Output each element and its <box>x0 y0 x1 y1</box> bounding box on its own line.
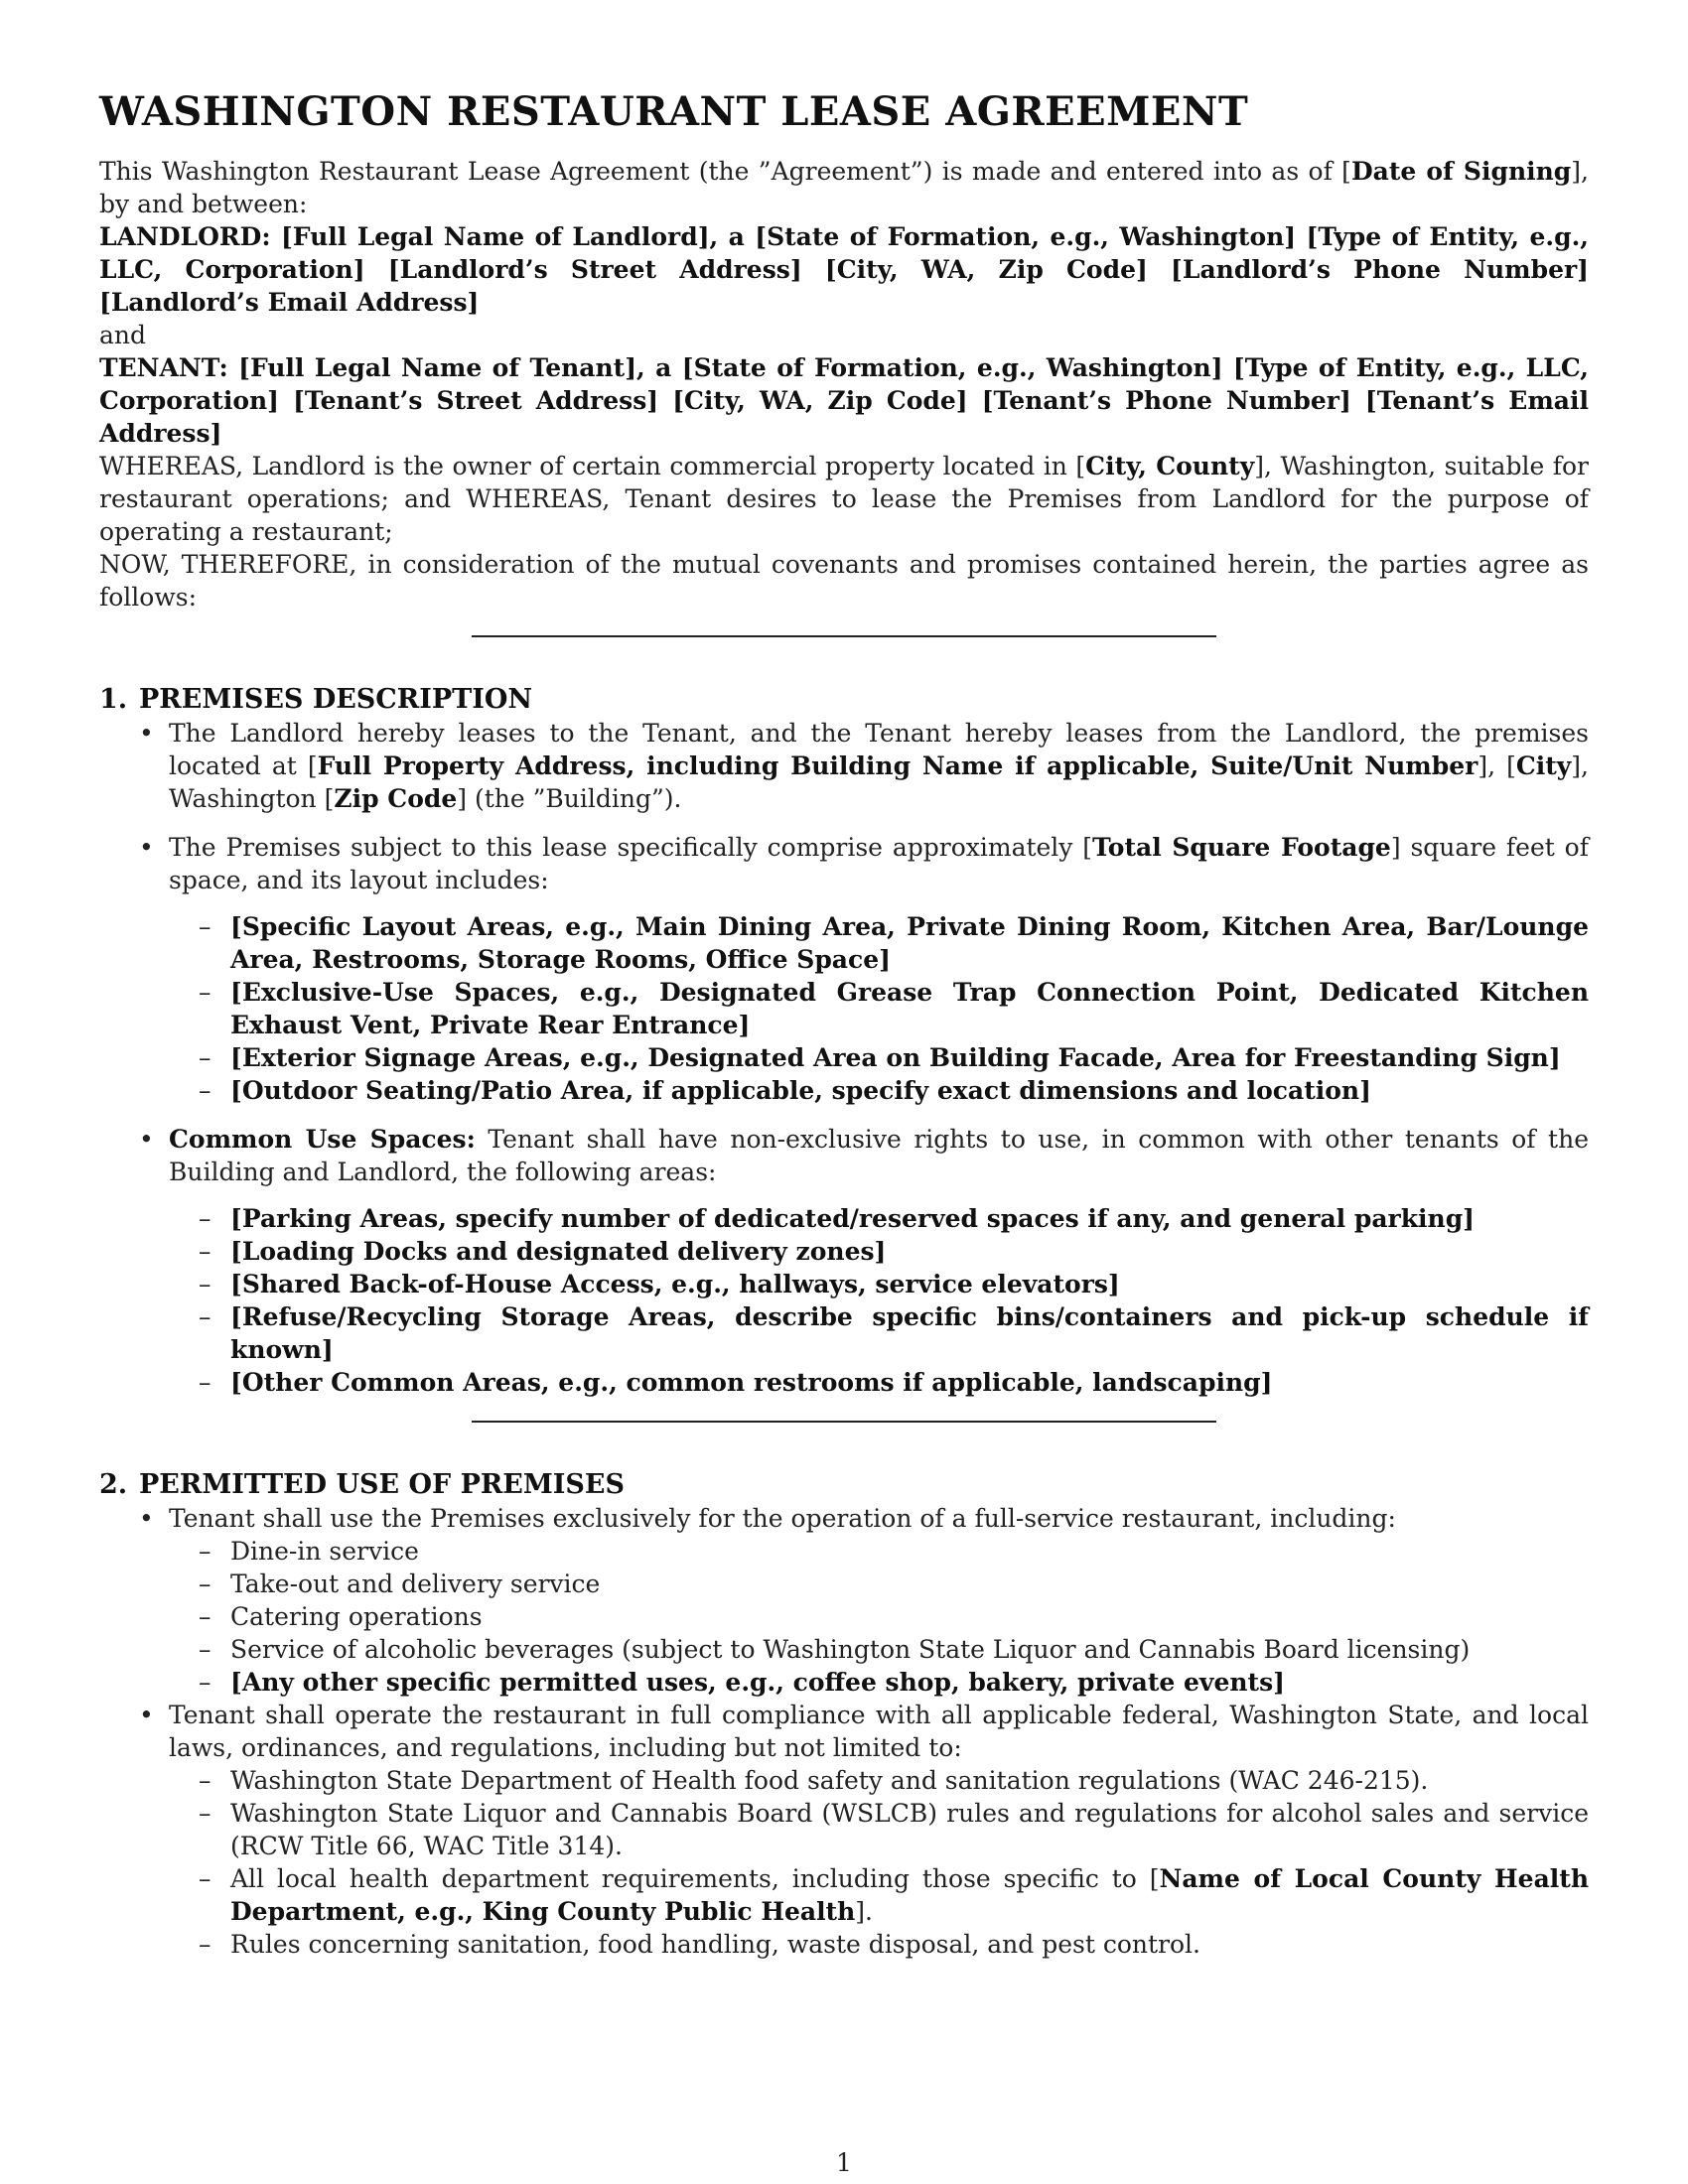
landlord-details: [Full Legal Name of Landlord], a [State of Formation, e.g., Washington] [Type of Entity, e.g., LLC, Corporation] [Landlord’s Street Address] [City, WA, Zip Code] [Landlord’s Phone Number] [Landlord’s Email Address] <box>99 222 1589 317</box>
section-number: 1. <box>99 684 128 715</box>
list-item: • Common Use Spaces: Tenant shall have non-exclusive rights to use, in common with other tenants of the Building and Landlord, the following areas: – [Parking Areas, specify number of dedicated/reserved spaces if any, and general parking] – [Loading Docks and designated delivery zones] – [Shared Back-of-House Access, e.g., hallways, service elevators] – [Refuse/Recycling Storage Areas, describe specific bins/containers and pick-up schedule if known] – [Other Common Areas, e.g., common restrooms if applicable, landscaping] <box>99 1123 1589 1399</box>
section-divider <box>472 1421 1216 1423</box>
tenant-details: [Full Legal Name of Tenant], a [State of Formation, e.g., Washington] [Type of Entity, e.g., LLC, Corporation] [Tenant’s Street Address] [City, WA, Zip Code] [Tenant’s Phone Number] [Tenant’s Email Address] <box>99 353 1589 448</box>
list-item: • The Landlord hereby leases to the Tenant, and the Tenant hereby leases from the Landlord, the premises located at [Full Property Address, including Building Name if applicable, Suite/Unit Number], [City], Washington [Zip Code] (the ”Building”). <box>99 717 1589 815</box>
sub-list-item: – All local health department requirements, including those specific to [Name of Local County Health Department, e.g., King County Public Health]. <box>169 1862 1589 1928</box>
section-1-list <box>99 717 1589 1399</box>
sub-list-item: – [Exclusive-Use Spaces, e.g., Designated Grease Trap Connection Point, Dedicated Kitchen Exhaust Vent, Private Rear Entrance] <box>169 976 1589 1041</box>
sub-list-item: – [Any other specific permitted uses, e.g., coffee shop, bakery, private events] <box>169 1666 1589 1699</box>
whereas-paragraph: WHEREAS, Landlord is the owner of certain commercial property located in [City, County], Washington, suitable for restaurant operations; and WHEREAS, Tenant desires to lease the Premises from Landlord for the purpose of operating a restaurant; <box>99 452 1590 546</box>
layout-sublist <box>169 910 1589 1107</box>
section-2-list <box>99 1502 1589 1961</box>
intro-paragraph: This Washington Restaurant Lease Agreement (the ”Agreement”) is made and entered into as of [Date of Signing], by and between: <box>99 157 1589 218</box>
sub-list-item: – [Other Common Areas, e.g., common restrooms if applicable, landscaping] <box>169 1366 1589 1399</box>
list-item: • Tenant shall use the Premises exclusively for the operation of a full-service restaurant, including: – Dine-in service – Take-out and delivery service – Catering operations – Service of alcoholic beverages (subject to Washington State Liquor and Cannabis Board licensing) – [Any other specific permitted uses, e.g., coffee shop, bakery, private events] <box>99 1502 1589 1699</box>
sub-list-item: – Dine-in service <box>169 1535 1589 1568</box>
landlord-block <box>99 220 1589 319</box>
section-2-heading <box>99 1468 1589 1502</box>
tenant-block <box>99 351 1589 450</box>
section-1-heading <box>99 683 1589 717</box>
landlord-label: LANDLORD: <box>99 222 271 251</box>
city-county-placeholder: City, County <box>1085 452 1255 480</box>
page-number: 1 <box>836 2148 852 2177</box>
tenant-label: TENANT: <box>99 353 228 382</box>
sub-list-item: – Service of alcoholic beverages (subject to Washington State Liquor and Cannabis Board licensing) <box>169 1633 1589 1666</box>
sub-list-item: – [Specific Layout Areas, e.g., Main Dining Area, Private Dining Room, Kitchen Area, Bar/Lounge Area, Restrooms, Storage Rooms, Office Space] <box>169 910 1589 976</box>
and-text: and <box>99 321 147 349</box>
sub-list-item: – Rules concerning sanitation, food handling, waste disposal, and pest control. <box>169 1928 1589 1961</box>
sub-list-item: – [Parking Areas, specify number of dedicated/reserved spaces if any, and general parking] <box>169 1202 1589 1235</box>
permitted-uses-sublist <box>169 1535 1589 1699</box>
compliance-sublist <box>169 1764 1589 1961</box>
sub-list-item: – [Shared Back-of-House Access, e.g., hallways, service elevators] <box>169 1268 1589 1300</box>
list-item: • Tenant shall operate the restaurant in full compliance with all applicable federal, Washington State, and local laws, ordinances, and regulations, including but not limited to: – Washington State Department of Health food safety and sanitation regulations (WAC 246-215). – Washington State Liquor and Cannabis Board (WSLCB) rules and regulations for alcohol sales and service (RCW Title 66, WAC Title 314). – All local health department requirements, including those specific to [Name of Local County Health Department, e.g., King County Public Health]. – Rules concerning sanitation, food handling, waste disposal, and pest control. <box>99 1699 1589 1961</box>
list-item: • The Premises subject to this lease specifically comprise approximately [Total Square Footage] square feet of space, and its layout includes: – [Specific Layout Areas, e.g., Main Dining Area, Private Dining Room, Kitchen Area, Bar/Lounge Area, Restrooms, Storage Rooms, Office Space] – [Exclusive-Use Spaces, e.g., Designated Grease Trap Connection Point, Dedicated Kitchen Exhaust Vent, Private Rear Entrance] – [Exterior Signage Areas, e.g., Designated Area on Building Facade, Area for Freestanding Sign] – [Outdoor Seating/Patio Area, if applicable, specify exact dimensions and location] <box>99 831 1589 1107</box>
sub-list-item: – Catering operations <box>169 1600 1589 1633</box>
sub-list-item: – Washington State Liquor and Cannabis Board (WSLCB) rules and regulations for alcohol sales and service (RCW Title 66, WAC Title 314). <box>169 1797 1589 1862</box>
sub-list-item: – [Loading Docks and designated delivery zones] <box>169 1235 1589 1268</box>
sub-list-item: – [Exterior Signage Areas, e.g., Designated Area on Building Facade, Area for Freestanding Sign] <box>169 1041 1589 1074</box>
document-title: WASHINGTON RESTAURANT LEASE AGREEMENT <box>99 88 1249 135</box>
sub-list-item: – [Refuse/Recycling Storage Areas, describe specific bins/containers and pick-up schedule if known] <box>169 1300 1589 1366</box>
document-body <box>99 87 1589 1961</box>
section-divider <box>472 635 1216 637</box>
sub-list-item: – Take-out and delivery service <box>169 1568 1589 1600</box>
section-title: PERMITTED USE OF PREMISES <box>139 1469 625 1500</box>
sub-list-item: – [Outdoor Seating/Patio Area, if applicable, specify exact dimensions and location] <box>169 1074 1589 1107</box>
date-of-signing-placeholder: Date of Signing <box>1350 157 1572 186</box>
section-title: PREMISES DESCRIPTION <box>139 684 533 715</box>
therefore-paragraph: NOW, THEREFORE, in consideration of the mutual covenants and promises contained herein, the parties agree as follows: <box>99 550 1589 612</box>
common-use-sublist <box>169 1202 1589 1399</box>
sub-list-item: – Washington State Department of Health food safety and sanitation regulations (WAC 246-215). <box>169 1764 1589 1797</box>
section-number: 2. <box>99 1469 128 1500</box>
